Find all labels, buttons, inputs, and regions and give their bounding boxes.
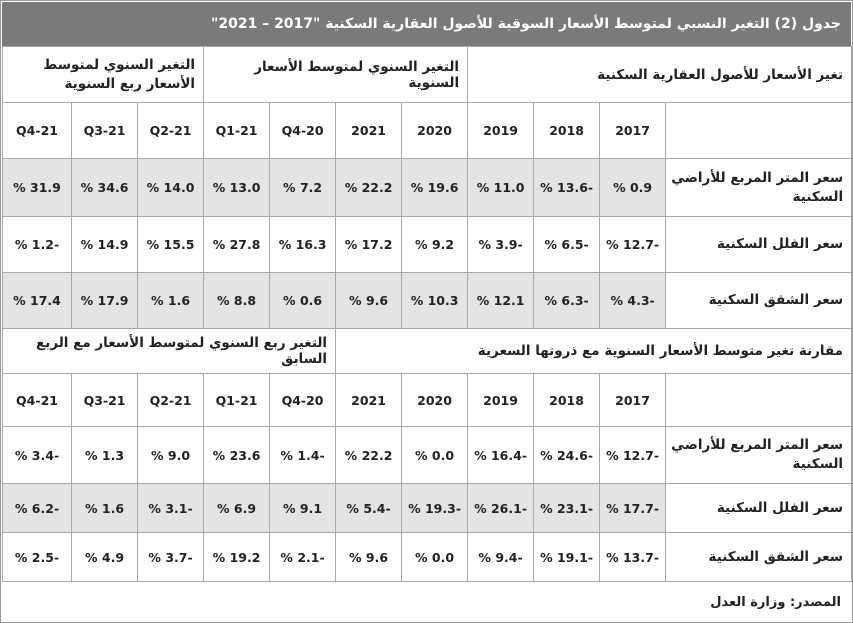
column-header: 21-Q3	[72, 103, 138, 159]
table-cell: -3.7 %	[138, 533, 204, 582]
table-cell: -9.4 %	[468, 533, 534, 582]
table-cell: -23.1 %	[534, 484, 600, 533]
table-cell: -4.3 %	[600, 273, 666, 329]
table-cell: 12.1 %	[468, 273, 534, 329]
column-header: 2018	[534, 103, 600, 159]
group-header-peak-comparison: مقارنة تغير متوسط الأسعار السنوية مع ذروتها السعرية	[336, 329, 852, 374]
table-cell: 9.2 %	[402, 217, 468, 273]
column-header: 21-Q2	[138, 374, 204, 427]
table-cell: 9.0 %	[138, 427, 204, 484]
row-label: سعر الفلل السكنية	[666, 484, 852, 533]
table-cell: -12.7 %	[600, 217, 666, 273]
column-header: 21-Q2	[138, 103, 204, 159]
table-cell: 14.0 %	[138, 159, 204, 217]
table-row	[3, 533, 852, 582]
table-title: جدول (2) التغير النسبي لمتوسط الأسعار السوقية للأصول العقارية السكنية "2017 – 2021"	[2, 2, 851, 46]
group-header-annual-change: التغير السنوي لمتوسط الأسعار السنوية	[204, 47, 468, 103]
table-cell: 0.6 %	[270, 273, 336, 329]
table-cell: 1.6 %	[138, 273, 204, 329]
table-cell: 22.2 %	[336, 159, 402, 217]
table-cell: 8.8 %	[204, 273, 270, 329]
column-header: 2021	[336, 374, 402, 427]
table-cell: -3.4 %	[3, 427, 72, 484]
table-cell: 1.6 %	[72, 484, 138, 533]
table-cell: 19.2 %	[204, 533, 270, 582]
table-row	[3, 217, 852, 273]
group-header-quarterly-change: التغير السنوي لمتوسط الأسعار ربع السنوية	[3, 47, 204, 103]
table-cell: 1.3 %	[72, 427, 138, 484]
corner-cell	[666, 374, 852, 427]
table-cell: -6.2 %	[3, 484, 72, 533]
table-cell: -1.4 %	[270, 427, 336, 484]
column-header: 2018	[534, 374, 600, 427]
corner-cell	[666, 103, 852, 159]
table-cell: 0.0 %	[402, 427, 468, 484]
table-row	[3, 273, 852, 329]
row-label: سعر الشقق السكنية	[666, 273, 852, 329]
table-cell: 11.0 %	[468, 159, 534, 217]
table-cell: -19.3 %	[402, 484, 468, 533]
price-change-table-1	[2, 46, 852, 329]
column-header: 2020	[402, 103, 468, 159]
column-header: 2017	[600, 374, 666, 427]
table-cell: 9.6 %	[336, 273, 402, 329]
price-change-table-2	[2, 328, 852, 582]
table-cell: -19.1 %	[534, 533, 600, 582]
column-header: 2017	[600, 103, 666, 159]
table-cell: 9.6 %	[336, 533, 402, 582]
table-cell: 23.6 %	[204, 427, 270, 484]
row-label: سعر الفلل السكنية	[666, 217, 852, 273]
table-cell: 14.9 %	[72, 217, 138, 273]
table-cell: 6.9 %	[204, 484, 270, 533]
column-header: 21-Q3	[72, 374, 138, 427]
table-cell: 13.0 %	[204, 159, 270, 217]
row-label: سعر المتر المربع للأراضي السكنية	[666, 427, 852, 484]
table-cell: 19.6 %	[402, 159, 468, 217]
group-header-price-change: تغير الأسعار للأصول العقارية السكنية	[468, 47, 852, 103]
column-header: 2021	[336, 103, 402, 159]
table-cell: 27.8 %	[204, 217, 270, 273]
table-cell: -1.2 %	[3, 217, 72, 273]
table-cell: 22.2 %	[336, 427, 402, 484]
column-header: 21-Q4	[3, 374, 72, 427]
table-cell: 10.3 %	[402, 273, 468, 329]
table-row	[3, 427, 852, 484]
table-cell: 17.2 %	[336, 217, 402, 273]
table-cell: -2.5 %	[3, 533, 72, 582]
table-cell: -3.9 %	[468, 217, 534, 273]
table-cell: 17.9 %	[72, 273, 138, 329]
source-note: المصدر: وزارة العدل	[2, 581, 851, 622]
column-header: 2019	[468, 374, 534, 427]
column-header: 21-Q1	[204, 103, 270, 159]
table-cell: 15.5 %	[138, 217, 204, 273]
column-header: 21-Q1	[204, 374, 270, 427]
column-header: 20-Q4	[270, 374, 336, 427]
table-cell: -13.7 %	[600, 533, 666, 582]
table-cell: -26.1 %	[468, 484, 534, 533]
column-header: 2019	[468, 103, 534, 159]
table-cell: 0.0 %	[402, 533, 468, 582]
column-header: 21-Q4	[3, 103, 72, 159]
group-header-quarter-on-quarter: التغير ربع السنوي لمتوسط الأسعار مع الربع السابق	[3, 329, 336, 374]
row-label: سعر المتر المربع للأراضي السكنية	[666, 159, 852, 217]
table-cell: 34.6 %	[72, 159, 138, 217]
table-cell: -12.7 %	[600, 427, 666, 484]
table-cell: 17.4 %	[3, 273, 72, 329]
table-row	[3, 484, 852, 533]
table-cell: -6.5 %	[534, 217, 600, 273]
table-cell: -5.4 %	[336, 484, 402, 533]
table-row	[3, 159, 852, 217]
table-cell: 0.9 %	[600, 159, 666, 217]
table-cell: -16.4 %	[468, 427, 534, 484]
table-cell: -6.3 %	[534, 273, 600, 329]
column-header: 20-Q4	[270, 103, 336, 159]
table-cell: 7.2 %	[270, 159, 336, 217]
table-cell: 31.9 %	[3, 159, 72, 217]
row-label: سعر الشقق السكنية	[666, 533, 852, 582]
table-cell: -17.7 %	[600, 484, 666, 533]
column-header: 2020	[402, 374, 468, 427]
table-cell: -2.1 %	[270, 533, 336, 582]
table-cell: -13.6 %	[534, 159, 600, 217]
table-cell: -3.1 %	[138, 484, 204, 533]
table-cell: -24.6 %	[534, 427, 600, 484]
table-cell: 9.1 %	[270, 484, 336, 533]
table-cell: 16.3 %	[270, 217, 336, 273]
table-cell: 4.9 %	[72, 533, 138, 582]
